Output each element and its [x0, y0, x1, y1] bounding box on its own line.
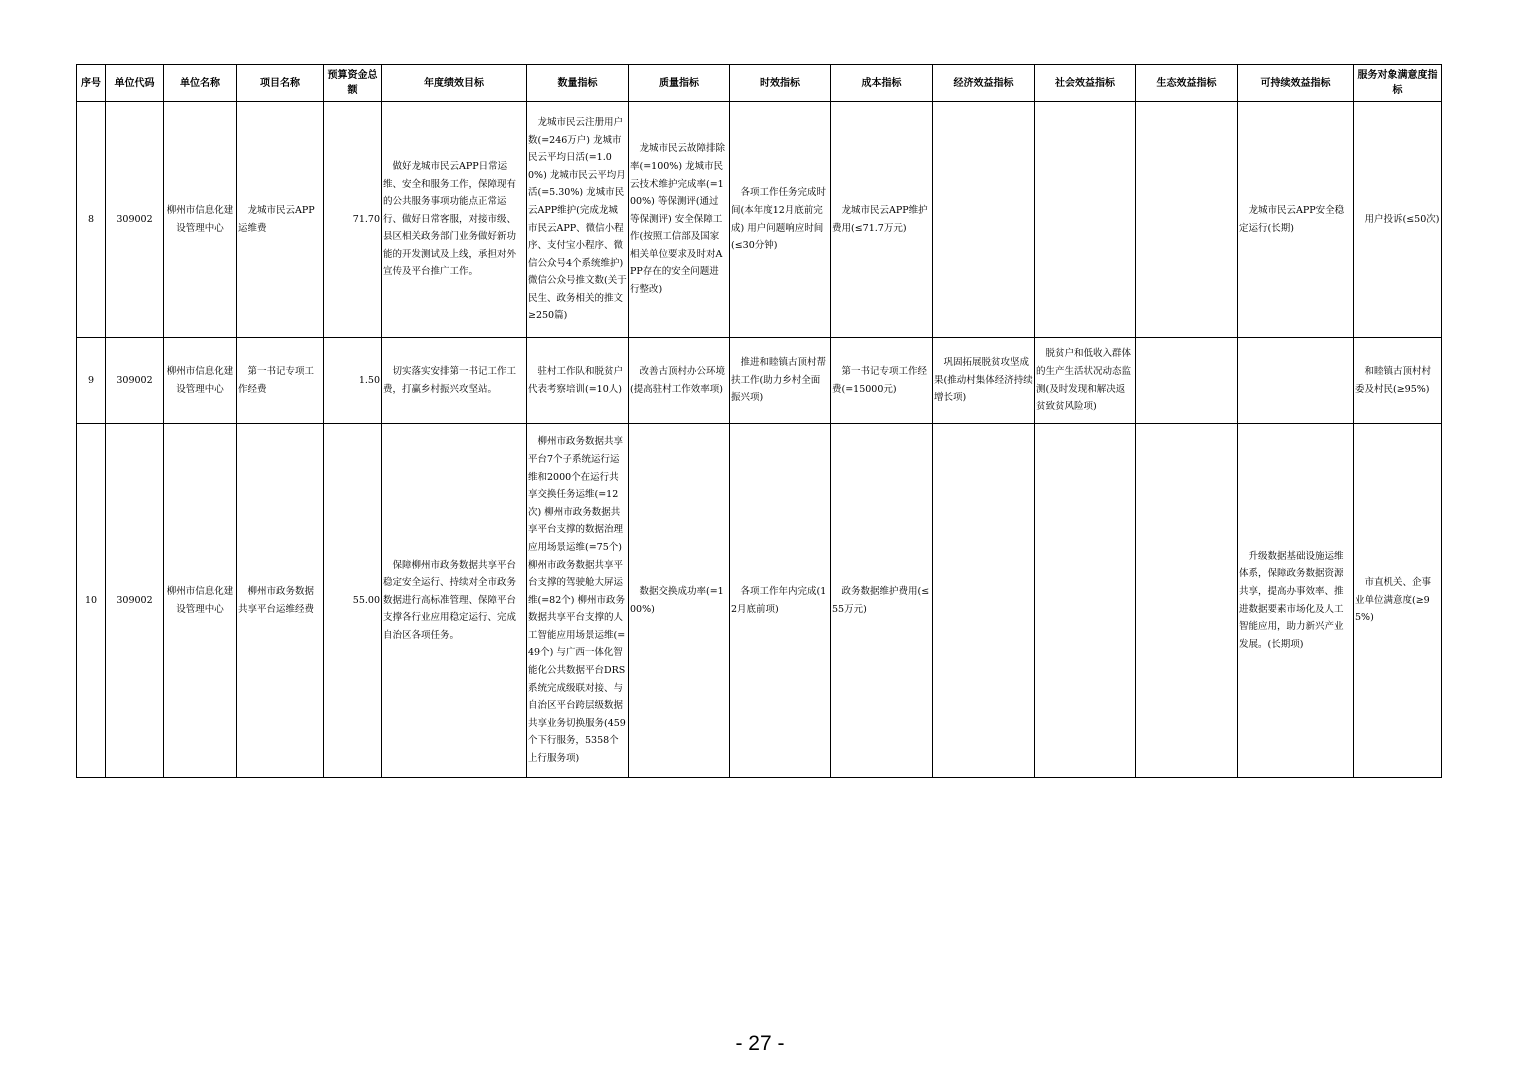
- cell-annual-goal-text: 做好龙城市民云APP日常运维、安全和服务工作，保障现有的公共服务事项功能点正常运行、做好日常客服，对接市级、县区相关政务部门业务做好新功能的开发测试及上线，承担对外宣传及平台推广工作。: [383, 160, 517, 278]
- cell-cost-text: 第一书记专项工作经费(=15000元): [832, 365, 928, 395]
- header-unit-name: 单位名称: [164, 65, 237, 102]
- header-quality: 质量指标: [629, 65, 730, 102]
- header-annual-goal: 年度绩效目标: [382, 65, 527, 102]
- cell-quantity: [527, 102, 629, 338]
- cell-social-text: 脱贫户和低收入群体的生产生活状况动态监测(及时发现和解决返贫致贫风险项): [1036, 348, 1132, 413]
- cell-satisfaction-text: 和睦镇古顶村村委及村民(≥95%): [1355, 365, 1432, 395]
- header-economic: 经济效益指标: [933, 65, 1035, 102]
- cell-quantity-text: 驻村工作队和脱贫户代表考察培训(=10人): [528, 365, 624, 395]
- table-row: [77, 338, 1442, 424]
- cell-timeliness-text: 各项工作任务完成时间(本年度12月底前完成) 用户问题响应时间(≤30分钟): [731, 187, 827, 252]
- header-cost: 成本指标: [831, 65, 933, 102]
- header-unit-code: 单位代码: [106, 65, 164, 102]
- page-number: - 27 -: [735, 1032, 785, 1055]
- cell-annual-goal: [382, 102, 527, 338]
- cell-ecological: [1136, 338, 1238, 424]
- cell-ecological: [1136, 424, 1238, 778]
- cell-satisfaction: [1354, 102, 1442, 338]
- cell-project-name: [237, 424, 324, 778]
- cell-quantity: [527, 338, 629, 424]
- cell-quality-text: 数据交换成功率(=100%): [630, 585, 724, 615]
- table-row: [77, 102, 1442, 338]
- cell-budget: 55.00: [324, 424, 382, 778]
- cell-satisfaction: [1354, 424, 1442, 778]
- cell-timeliness: [730, 424, 831, 778]
- cell-unit-code: 309002: [106, 102, 164, 338]
- header-quantity: 数量指标: [527, 65, 629, 102]
- cell-quality-text: 改善古顶村办公环境(提高驻村工作效率项): [630, 365, 726, 395]
- cell-budget: 1.50: [324, 338, 382, 424]
- cell-sustainable-text: 龙城市民云APP安全稳定运行(长期): [1239, 204, 1345, 234]
- cell-sustainable: [1238, 424, 1354, 778]
- cell-project-name: [237, 102, 324, 338]
- cell-cost-text: 龙城市民云APP维护费用(≤71.7万元): [832, 204, 928, 234]
- cell-unit-name: 柳州市信息化建设管理中心: [164, 102, 237, 338]
- header-sustainable: 可持续效益指标: [1238, 65, 1354, 102]
- header-project-name: 项目名称: [237, 65, 324, 102]
- cell-satisfaction-text: 市直机关、企事业单位满意度(≥95%): [1355, 577, 1432, 624]
- cell-project-name-text: 龙城市民云APP运维费: [238, 204, 315, 234]
- cell-timeliness: [730, 338, 831, 424]
- cell-budget: 71.70: [324, 102, 382, 338]
- header-budget: 预算资金总额: [324, 65, 382, 102]
- cell-social: [1035, 102, 1136, 338]
- cell-timeliness: [730, 102, 831, 338]
- cell-unit-code: 309002: [106, 338, 164, 424]
- cell-annual-goal: [382, 338, 527, 424]
- cell-no: 8: [77, 102, 106, 338]
- budget-performance-table-wrapper: [76, 64, 1442, 778]
- cell-quantity: [527, 424, 629, 778]
- header-timeliness: 时效指标: [730, 65, 831, 102]
- cell-unit-name: 柳州市信息化建设管理中心: [164, 424, 237, 778]
- cell-unit-code: 309002: [106, 424, 164, 778]
- cell-project-name: [237, 338, 324, 424]
- cell-annual-goal-text: 切实落实安排第一书记工作工费，打赢乡村振兴攻坚站。: [383, 365, 517, 395]
- cell-ecological: [1136, 102, 1238, 338]
- cell-annual-goal: [382, 424, 527, 778]
- cell-timeliness-text: 推进和睦镇古顶村帮扶工作(助力乡村全面振兴项): [731, 357, 827, 404]
- cell-economic-text: 巩固拓展脱贫攻坚成果(推动村集体经济持续增长项): [934, 357, 1033, 404]
- cell-no: 9: [77, 338, 106, 424]
- cell-sustainable: [1238, 102, 1354, 338]
- cell-no: 10: [77, 424, 106, 778]
- header-no: 序号: [77, 65, 106, 102]
- cell-annual-goal-text: 保障柳州市政务数据共享平台稳定安全运行、持续对全市政务数据进行高标准管理、保障平台支撑各行业应用稳定运行、完成自治区各项任务。: [383, 559, 517, 641]
- cell-quantity-text: 龙城市民云注册用户数(=246万户) 龙城市民云平均日活(=1.00%) 龙城市民云平均月活(=5.30%) 龙城市民云APP维护(完成龙城市民云APP、微信小程序、支付宝小程序、微信公众号4个系统维护) 微信公众号推文数(关于民生、政务相关的推文≥250篇): [528, 116, 627, 322]
- header-satisfaction: 服务对象满意度指标: [1354, 65, 1442, 102]
- header-ecological: 生态效益指标: [1136, 65, 1238, 102]
- cell-satisfaction: [1354, 338, 1442, 424]
- cell-quality: [629, 102, 730, 338]
- budget-performance-table: [76, 64, 1442, 778]
- cell-sustainable-text: 升级数据基础设施运维体系，保障政务数据资源共享，提高办事效率、推进数据要素市场化及人工智能应用，助力新兴产业发展。(长期项): [1239, 550, 1344, 650]
- cell-cost: [831, 424, 933, 778]
- cell-sustainable: [1238, 338, 1354, 424]
- cell-economic: [933, 102, 1035, 338]
- table-row: [77, 424, 1442, 778]
- cell-unit-name: 柳州市信息化建设管理中心: [164, 338, 237, 424]
- cell-quantity-text: 柳州市政务数据共享平台7个子系统运行运维和2000个在运行共享交换任务运维(=12次) 柳州市政务数据共享平台支撑的数据治理应用场景运维(=75个) 柳州市政务数据共享平台支撑的驾驶舱大屏运维(=82个) 柳州市政务数据共享平台支撑的人工智能应用场景运维(=49个) 与广西一体化智能化公共数据平台DRS系统完成级联对接、与自治区平台跨层级数据共享业务切换服务(459个下行服务，5358个上行服务项): [528, 436, 626, 765]
- cell-quality: [629, 424, 730, 778]
- cell-economic: [933, 338, 1035, 424]
- cell-quality-text: 龙城市民云故障排除率(=100%) 龙城市民云技术维护完成率(=100%) 等保测评(通过等保测评) 安全保障工作(按照工信部及国家相关单位要求及时对APP存在的安全问题进行整改): [630, 143, 726, 296]
- cell-social: [1035, 424, 1136, 778]
- header-social: 社会效益指标: [1035, 65, 1136, 102]
- cell-project-name-text: 第一书记专项工作经费: [238, 365, 315, 395]
- cell-project-name-text: 柳州市政务数据共享平台运维经费: [238, 585, 315, 615]
- cell-social: [1035, 338, 1136, 424]
- cell-cost: [831, 338, 933, 424]
- cell-cost: [831, 102, 933, 338]
- cell-economic: [933, 424, 1035, 778]
- cell-timeliness-text: 各项工作年内完成(12月底前项): [731, 585, 827, 615]
- cell-cost-text: 政务数据维护费用(≤55万元): [832, 585, 930, 615]
- table-header-row: [77, 65, 1442, 102]
- cell-quality: [629, 338, 730, 424]
- cell-satisfaction-text: 用户投诉(≤50次): [1364, 213, 1440, 225]
